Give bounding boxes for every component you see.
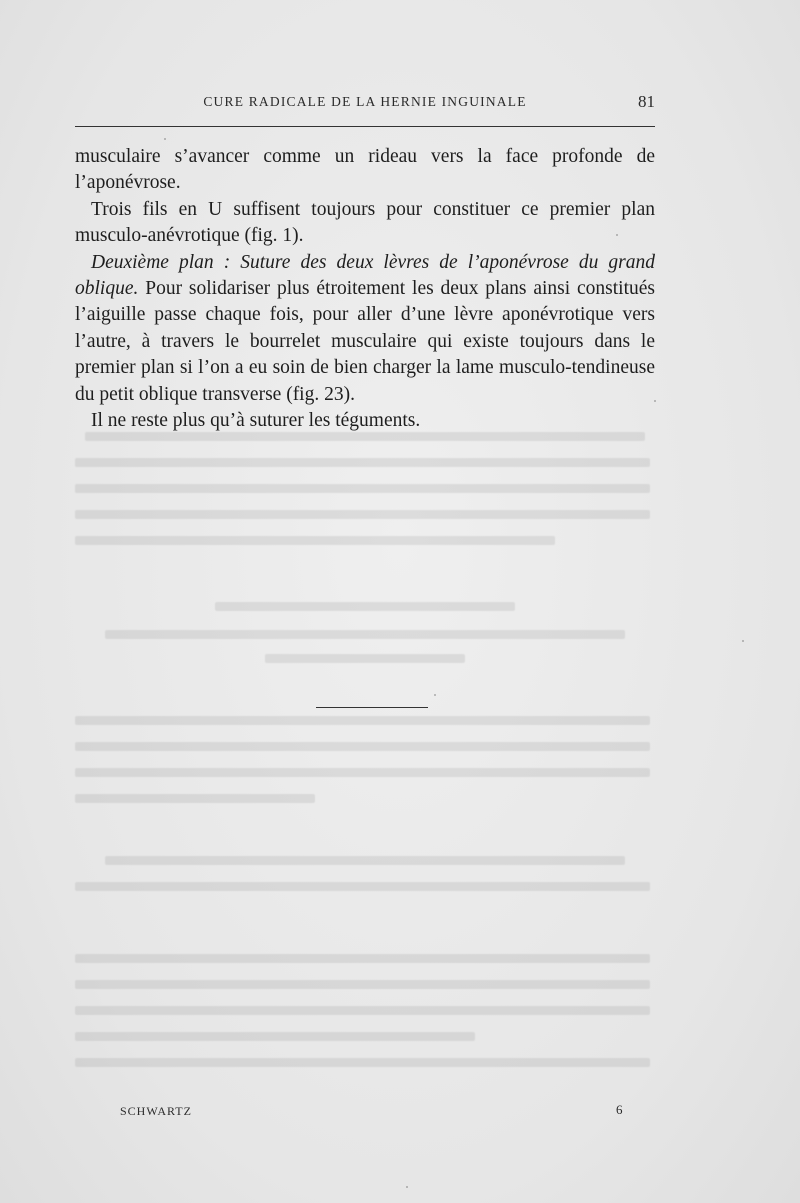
signature-mark: SCHWARTZ: [120, 1104, 192, 1118]
page-header: [75, 92, 655, 116]
body-text: [75, 144, 655, 434]
page-number: 81: [638, 92, 655, 111]
paragraph-three-sutures: Trois fils en U suffisent toujours pour constituer ce premier plan musculo-anévrotique (fig. 1).: [75, 198, 655, 247]
running-title: CURE RADICALE DE LA HERNIE INGUINALE: [203, 94, 527, 109]
header-rule: [75, 126, 655, 127]
section-separator-rule: [316, 707, 428, 708]
sheet-number: 6: [616, 1102, 623, 1117]
paper-speck: [406, 1186, 408, 1188]
paper-speck: [616, 234, 618, 236]
paper-speck: [742, 640, 744, 642]
paragraph-continuation: musculaire s’avancer comme un rideau vers la face profonde de l’aponévrose.: [75, 146, 655, 194]
show-through-texture: [75, 410, 655, 1070]
paper-speck: [164, 138, 166, 140]
paper-speck: [434, 694, 436, 696]
paper-speck: [654, 400, 656, 402]
paragraph-second-plane: [75, 250, 655, 408]
section-heading-italic: Deuxième plan : Suture des deux lèvres de l’aponévrose du grand oblique.: [75, 251, 655, 300]
paragraph-second-plane-text: Pour solidariser plus étroitement les deux plans ainsi constitués l’aiguille passe chaque fois, pour aller d’une lèvre aponévrotique vers l’autre, à travers le bourrelet musculaire qui existe toujours dans le premier plan si l’on a eu soin de bien charger la lame musculo-tendineuse du petit oblique transverse (fig. 23).: [75, 278, 655, 405]
paragraph-skin-suture: Il ne reste plus qu’à suturer les téguments.: [91, 410, 421, 432]
